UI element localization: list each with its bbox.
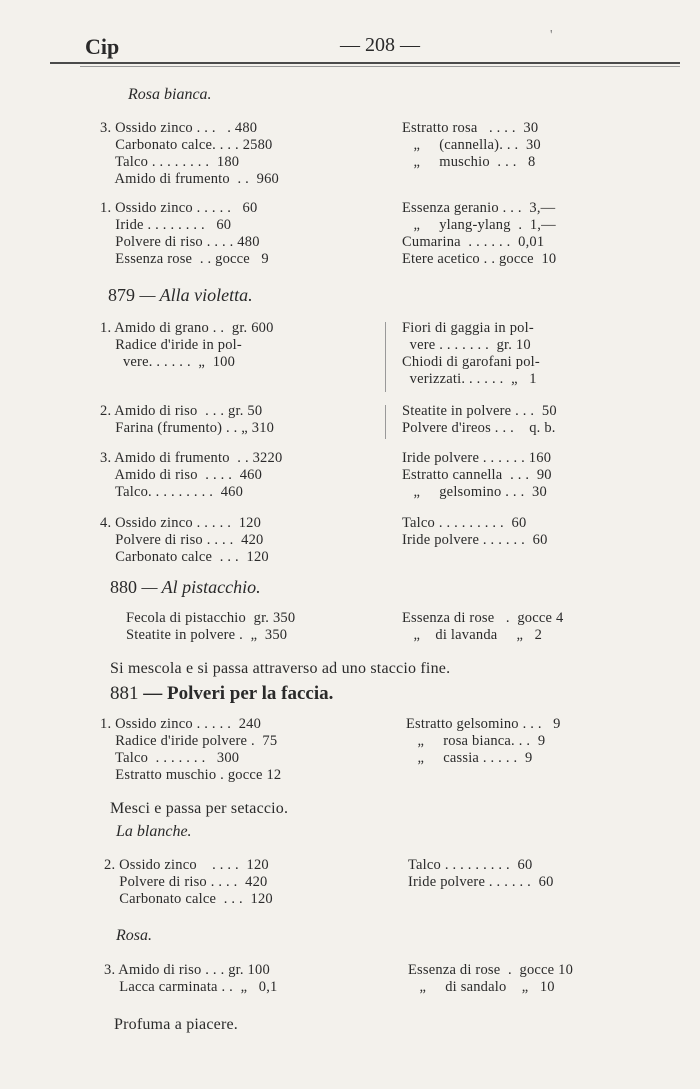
- recipe-rosa-bianca-3-left: 3. Ossido zinco . . . . 480 Carbonato calce. . . . 2580 Talco . . . . . . . . 180 Amido di frumento . . 960: [100, 120, 279, 187]
- recipe-violetta-3-right: Iride polvere . . . . . . 160 Estratto cannella . . . 90 „ gelsomino . . . 30: [402, 450, 552, 500]
- recipe-rosa-3-right: Essenza di rose . gocce 10 „ di sandalo „ 10: [408, 962, 574, 995]
- header-rule: [50, 62, 680, 64]
- header-page-number: — 208 —: [340, 34, 420, 56]
- section-880-number: 880: [110, 577, 137, 597]
- recipe-rosa-bianca-1-right: Essenza geranio . . . 3,— „ ylang-ylang . 1,— Cumarina . . . . . . 0,01 Etere acetico . . gocce 10: [402, 200, 557, 267]
- recipe-violetta-1-right: Fiori di gaggia in pol- vere . . . . . . . gr. 10 Chiodi di garofani pol- verizzati. . . . . . „ 1: [402, 320, 540, 387]
- recipe-faccia-1-left: 1. Ossido zinco . . . . . 240 Radice d'iride polvere . 75 Talco . . . . . . . 300 Estratto muschio . gocce 12: [100, 716, 282, 783]
- recipe-violetta-4-right: Talco . . . . . . . . . 60 Iride polvere . . . . . . 60: [402, 515, 548, 548]
- recipe-violetta-3-left: 3. Amido di frumento . . 3220 Amido di riso . . . . 460 Talco. . . . . . . . . 460: [100, 450, 283, 500]
- column-divider: [385, 405, 386, 439]
- section-879-heading: [108, 285, 253, 306]
- faccia-instruction: Mesci e passa per setaccio.: [110, 800, 289, 817]
- section-881-number: 881: [110, 683, 139, 704]
- section-879-title: — Alla violetta.: [139, 285, 253, 305]
- recipe-blanche-2-right: Talco . . . . . . . . . 60 Iride polvere . . . . . . 60: [408, 857, 554, 890]
- final-instruction: Profuma a piacere.: [114, 1016, 238, 1033]
- recipe-pistacchio-right: Essenza di rose . gocce 4 „ di lavanda „ 2: [402, 610, 564, 643]
- section-880-title: — Al pistacchio.: [141, 577, 261, 597]
- subheading-rosa: Rosa.: [116, 927, 152, 944]
- recipe-violetta-2-right: Steatite in polvere . . . 50 Polvere d'ireos . . . q. b.: [402, 403, 557, 436]
- subheading-rosa-bianca: Rosa bianca.: [128, 86, 212, 103]
- column-divider: [385, 322, 386, 392]
- recipe-faccia-1-right: Estratto gelsomino . . . 9 „ rosa bianca. . . 9 „ cassia . . . . . 9: [406, 716, 561, 766]
- recipe-violetta-4-left: 4. Ossido zinco . . . . . 120 Polvere di riso . . . . 420 Carbonato calce . . . 120: [100, 515, 269, 565]
- page-header: [85, 28, 670, 58]
- recipe-rosa-bianca-1-left: 1. Ossido zinco . . . . . 60 Iride . . . . . . . . 60 Polvere di riso . . . . 480 Essenza rose . . gocce 9: [100, 200, 269, 267]
- pistacchio-instruction: Si mescola e si passa attraverso ad uno staccio fine.: [110, 660, 451, 677]
- recipe-violetta-2-left: 2. Amido di riso . . . gr. 50 Farina (frumento) . . „ 310: [100, 403, 275, 436]
- section-881-title: — Polveri per la faccia.: [143, 683, 334, 704]
- recipe-blanche-2-left: 2. Ossido zinco . . . . 120 Polvere di riso . . . . 420 Carbonato calce . . . 120: [104, 857, 273, 907]
- header-mark: ': [550, 28, 553, 43]
- header-rule-thin: [80, 66, 680, 67]
- section-880-heading: [110, 577, 261, 598]
- recipe-rosa-3-left: 3. Amido di riso . . . gr. 100 Lacca carminata . . „ 0,1: [104, 962, 278, 995]
- section-881-heading: [110, 683, 333, 705]
- subheading-la-blanche: La blanche.: [116, 823, 192, 840]
- recipe-pistacchio-left: Fecola di pistacchio gr. 350 Steatite in polvere . „ 350: [126, 610, 296, 643]
- recipe-rosa-bianca-3-right: Estratto rosa . . . . 30 „ (cannella). . . 30 „ muschio . . . 8: [402, 120, 541, 170]
- section-879-number: 879: [108, 285, 135, 305]
- recipe-violetta-1-left: 1. Amido di grano . . gr. 600 Radice d'iride in pol- vere. . . . . . „ 100: [100, 320, 274, 370]
- header-running-title: Cip: [85, 34, 120, 59]
